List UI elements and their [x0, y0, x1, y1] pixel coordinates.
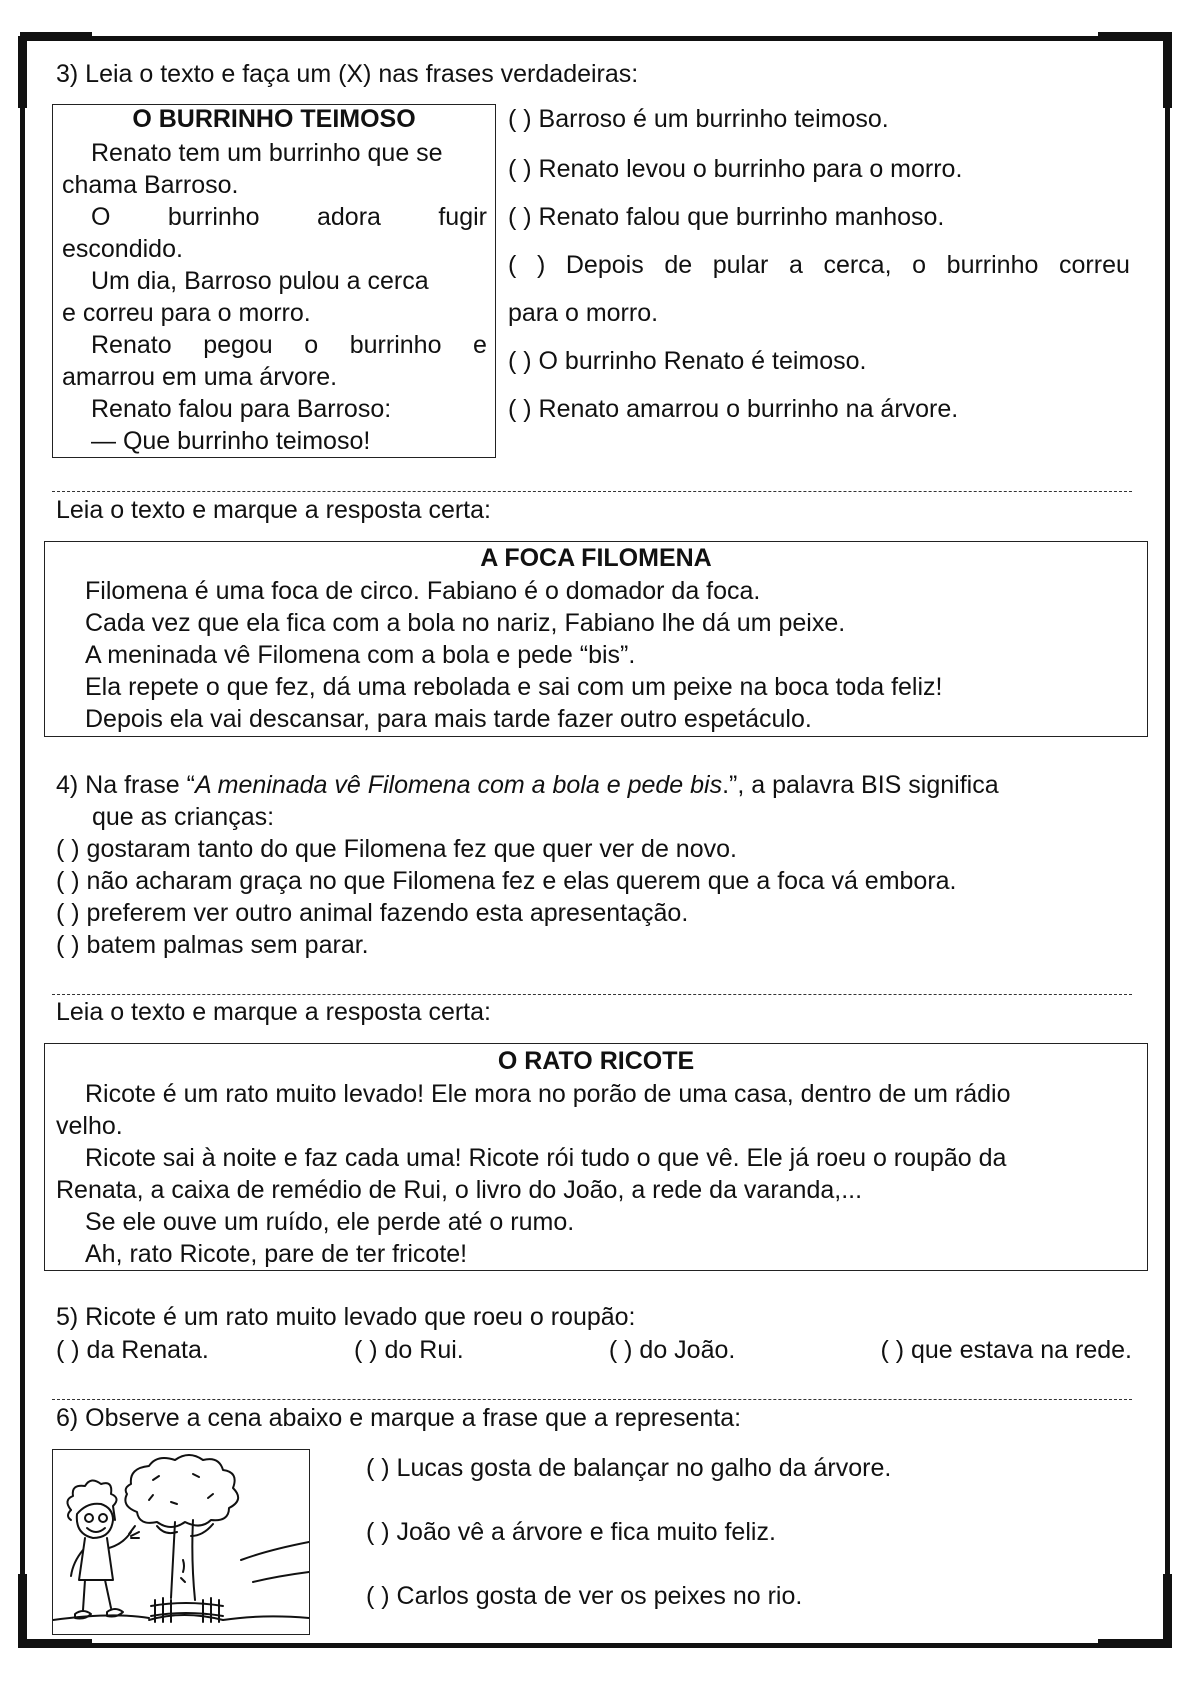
- q3-option-4-cont: para o morro.: [508, 299, 659, 327]
- section-divider: [52, 1399, 1132, 1400]
- word: o: [304, 331, 319, 359]
- story-line: escondido.: [62, 235, 183, 263]
- story-line-justified: [91, 202, 487, 232]
- story-line: Filomena é uma foca de circo. Fabiano é o domador da foca.: [85, 577, 761, 605]
- q5-options-row: [56, 1335, 1132, 1365]
- story-line: Ricote sai à noite e faz cada uma! Ricote rói tudo o que vê. Ele já roeu o roupão da: [85, 1144, 1007, 1172]
- word: correu: [1059, 251, 1130, 279]
- story-line: Cada vez que ela fica com a bola no nariz, Fabiano lhe dá um peixe.: [85, 609, 846, 637]
- story-line: Renata, a caixa de remédio de Rui, o livro do João, a rede da varanda,...: [56, 1176, 863, 1204]
- section2-instruction: Leia o texto e marque a resposta certa:: [56, 496, 491, 524]
- story-line: — Que burrinho teimoso!: [91, 427, 371, 455]
- story-line: Renato falou para Barroso:: [91, 395, 392, 423]
- story-title-burrinho: O BURRINHO TEIMOSO: [132, 105, 416, 133]
- frame-top-border: [20, 36, 1172, 41]
- q5-option-1[interactable]: ( ) da Renata.: [56, 1336, 209, 1364]
- word: adora: [317, 203, 381, 231]
- q3-option-4[interactable]: [508, 250, 1130, 280]
- story-title-ricote: O RATO RICOTE: [497, 1047, 695, 1075]
- story-line: Ricote é um rato muito levado! Ele mora no porão de uma casa, dentro de um rádio: [85, 1080, 1011, 1108]
- q3-option-1[interactable]: ( ) Barroso é um burrinho teimoso.: [508, 105, 889, 133]
- q6-option-3[interactable]: ( ) Carlos gosta de ver os peixes no rio.: [366, 1582, 803, 1610]
- word: o: [912, 251, 927, 279]
- q5-option-4[interactable]: ( ) que estava na rede.: [880, 1336, 1132, 1364]
- frame-right-border: [1165, 36, 1170, 1648]
- word: burrinho: [946, 251, 1039, 279]
- frame-left-top-tab: [18, 36, 27, 108]
- word: e: [473, 331, 487, 359]
- frame-right-top-tab: [1163, 36, 1172, 108]
- word: fugir: [438, 203, 487, 231]
- story-line: e correu para o morro.: [62, 299, 311, 327]
- q4-prompt: 4) Na frase “A meninada vê Filomena com a bola e pede bis.”, a palavra BIS significa: [56, 771, 999, 799]
- word: cerca,: [823, 251, 892, 279]
- word: Depois: [565, 251, 644, 279]
- q3-option-2[interactable]: ( ) Renato levou o burrinho para o morro.: [508, 155, 963, 183]
- story-line: amarrou em uma árvore.: [62, 363, 338, 391]
- q3-option-6[interactable]: ( ) Renato amarrou o burrinho na árvore.: [508, 395, 959, 423]
- story-line: Ela repete o que fez, dá uma rebolada e sai com um peixe na boca toda feliz!: [85, 673, 943, 701]
- section-divider: [52, 994, 1132, 995]
- frame-bottom-left-tab: [20, 1639, 92, 1648]
- story-line: Ah, rato Ricote, pare de ter fricote!: [85, 1240, 468, 1268]
- section3-instruction: Leia o texto e marque a resposta certa:: [56, 998, 491, 1026]
- frame-bottom-border: [20, 1643, 1172, 1648]
- story-title-foca: A FOCA FILOMENA: [480, 544, 712, 572]
- story-line: A meninada vê Filomena com a bola e pede “bis”.: [85, 641, 636, 669]
- scene-illustration: [52, 1449, 310, 1635]
- q3-option-3[interactable]: ( ) Renato falou que burrinho manhoso.: [508, 203, 945, 231]
- frame-top-right-tab: [1098, 32, 1172, 41]
- q5-option-3[interactable]: ( ) do João.: [608, 1336, 736, 1364]
- q6-option-2[interactable]: ( ) João vê a árvore e fica muito feliz.: [366, 1518, 776, 1546]
- word: O: [91, 203, 111, 231]
- q4-option-2[interactable]: ( ) não acharam graça no que Filomena fez e elas querem que a foca vá embora.: [56, 867, 957, 895]
- story-line: chama Barroso.: [62, 171, 239, 199]
- word: (: [508, 251, 517, 279]
- q4-option-4[interactable]: ( ) batem palmas sem parar.: [56, 931, 369, 959]
- q4-option-1[interactable]: ( ) gostaram tanto do que Filomena fez que quer ver de novo.: [56, 835, 737, 863]
- story-line: velho.: [56, 1112, 123, 1140]
- word: burrinho: [349, 331, 442, 359]
- q6-option-1[interactable]: ( ) Lucas gosta de balançar no galho da árvore.: [366, 1454, 892, 1482]
- q6-prompt: 6) Observe a cena abaixo e marque a frase que a representa:: [56, 1404, 742, 1432]
- section-divider: [52, 491, 1132, 492]
- story-line: Renato tem um burrinho que se: [91, 139, 443, 167]
- frame-top-left-tab: [20, 32, 92, 41]
- frame-right-bottom-tab: [1163, 1574, 1172, 1648]
- story-line: Um dia, Barroso pulou a cerca: [91, 267, 429, 295]
- word: pular: [712, 251, 769, 279]
- boy-tree-drawing: [53, 1450, 309, 1634]
- frame-left-bottom-tab: [18, 1574, 27, 1648]
- word: de: [664, 251, 693, 279]
- word: Renato: [91, 331, 172, 359]
- story-line: Depois ela vai descansar, para mais tarde fazer outro espetáculo.: [85, 705, 812, 733]
- word: a: [788, 251, 803, 279]
- q5-prompt: 5) Ricote é um rato muito levado que roeu o roupão:: [56, 1303, 636, 1331]
- word: burrinho: [167, 203, 260, 231]
- story-line: Se ele ouve um ruído, ele perde até o rumo.: [85, 1208, 575, 1236]
- word: pegou: [203, 331, 273, 359]
- q4-option-3[interactable]: ( ) preferem ver outro animal fazendo esta apresentação.: [56, 899, 689, 927]
- q3-option-5[interactable]: ( ) O burrinho Renato é teimoso.: [508, 347, 867, 375]
- story-line-justified: [91, 330, 487, 360]
- q3-prompt: 3) Leia o texto e faça um (X) nas frases verdadeiras:: [56, 60, 639, 88]
- q5-option-2[interactable]: ( ) do Rui.: [353, 1336, 464, 1364]
- frame-bottom-right-tab: [1098, 1639, 1172, 1648]
- word: ): [536, 251, 546, 279]
- q4-quote: A meninada vê Filomena com a bola e pede bis: [194, 771, 723, 799]
- q4-prompt-line2: que as crianças:: [92, 803, 275, 831]
- frame-left-border: [20, 36, 25, 1648]
